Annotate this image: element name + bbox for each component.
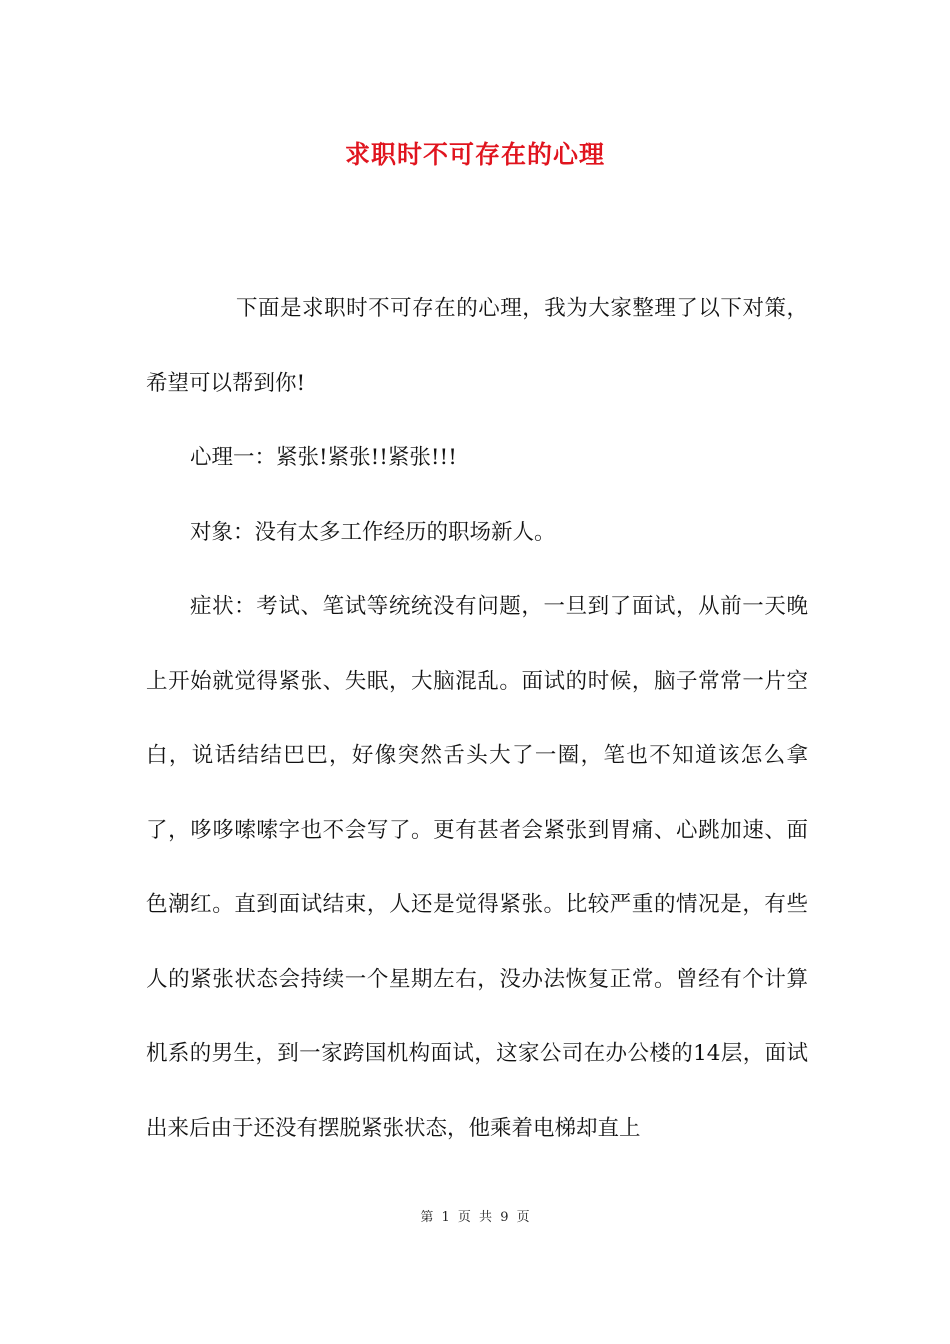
symptom-paragraph: 症状：考试、笔试等统统没有问题，一旦到了面试，从前一天晚上开始就觉得紧张、失眠，大脑混乱。面试的时候，脑子常常一片空白，说话结结巴巴，好像突然舌头大了一圈，笔也不知道该怎么拿了，哆哆嗦嗦字也不会写了。更有甚者会紧张到胃痛、心跳加速、面色潮红。直到面试结束，人还是觉得紧张。比较严重的情况是，有些人的紧张状态会持续一个星期左右，没办法恢复正常。曾经有个计算机系的男生，到一家跨国机构面试，这家公司在办公楼的14层，面试出来后由于还没有摆脱紧张状态，他乘着电梯却直上 [146, 594, 808, 1141]
document-body [146, 272, 808, 1166]
document-title: 求职时不可存在的心理 [344, 140, 605, 169]
section-heading-psychology-one: 心理一：紧张!紧张!!紧张!!! [190, 445, 457, 470]
page-footer: 第 1 页 共 9 页 [420, 1210, 530, 1225]
target-paragraph: 对象：没有太多工作经历的职场新人。 [190, 519, 556, 545]
intro-paragraph: 下面是求职时不可存在的心理，我为大家整理了以下对策，希望可以帮到你! [146, 296, 808, 396]
